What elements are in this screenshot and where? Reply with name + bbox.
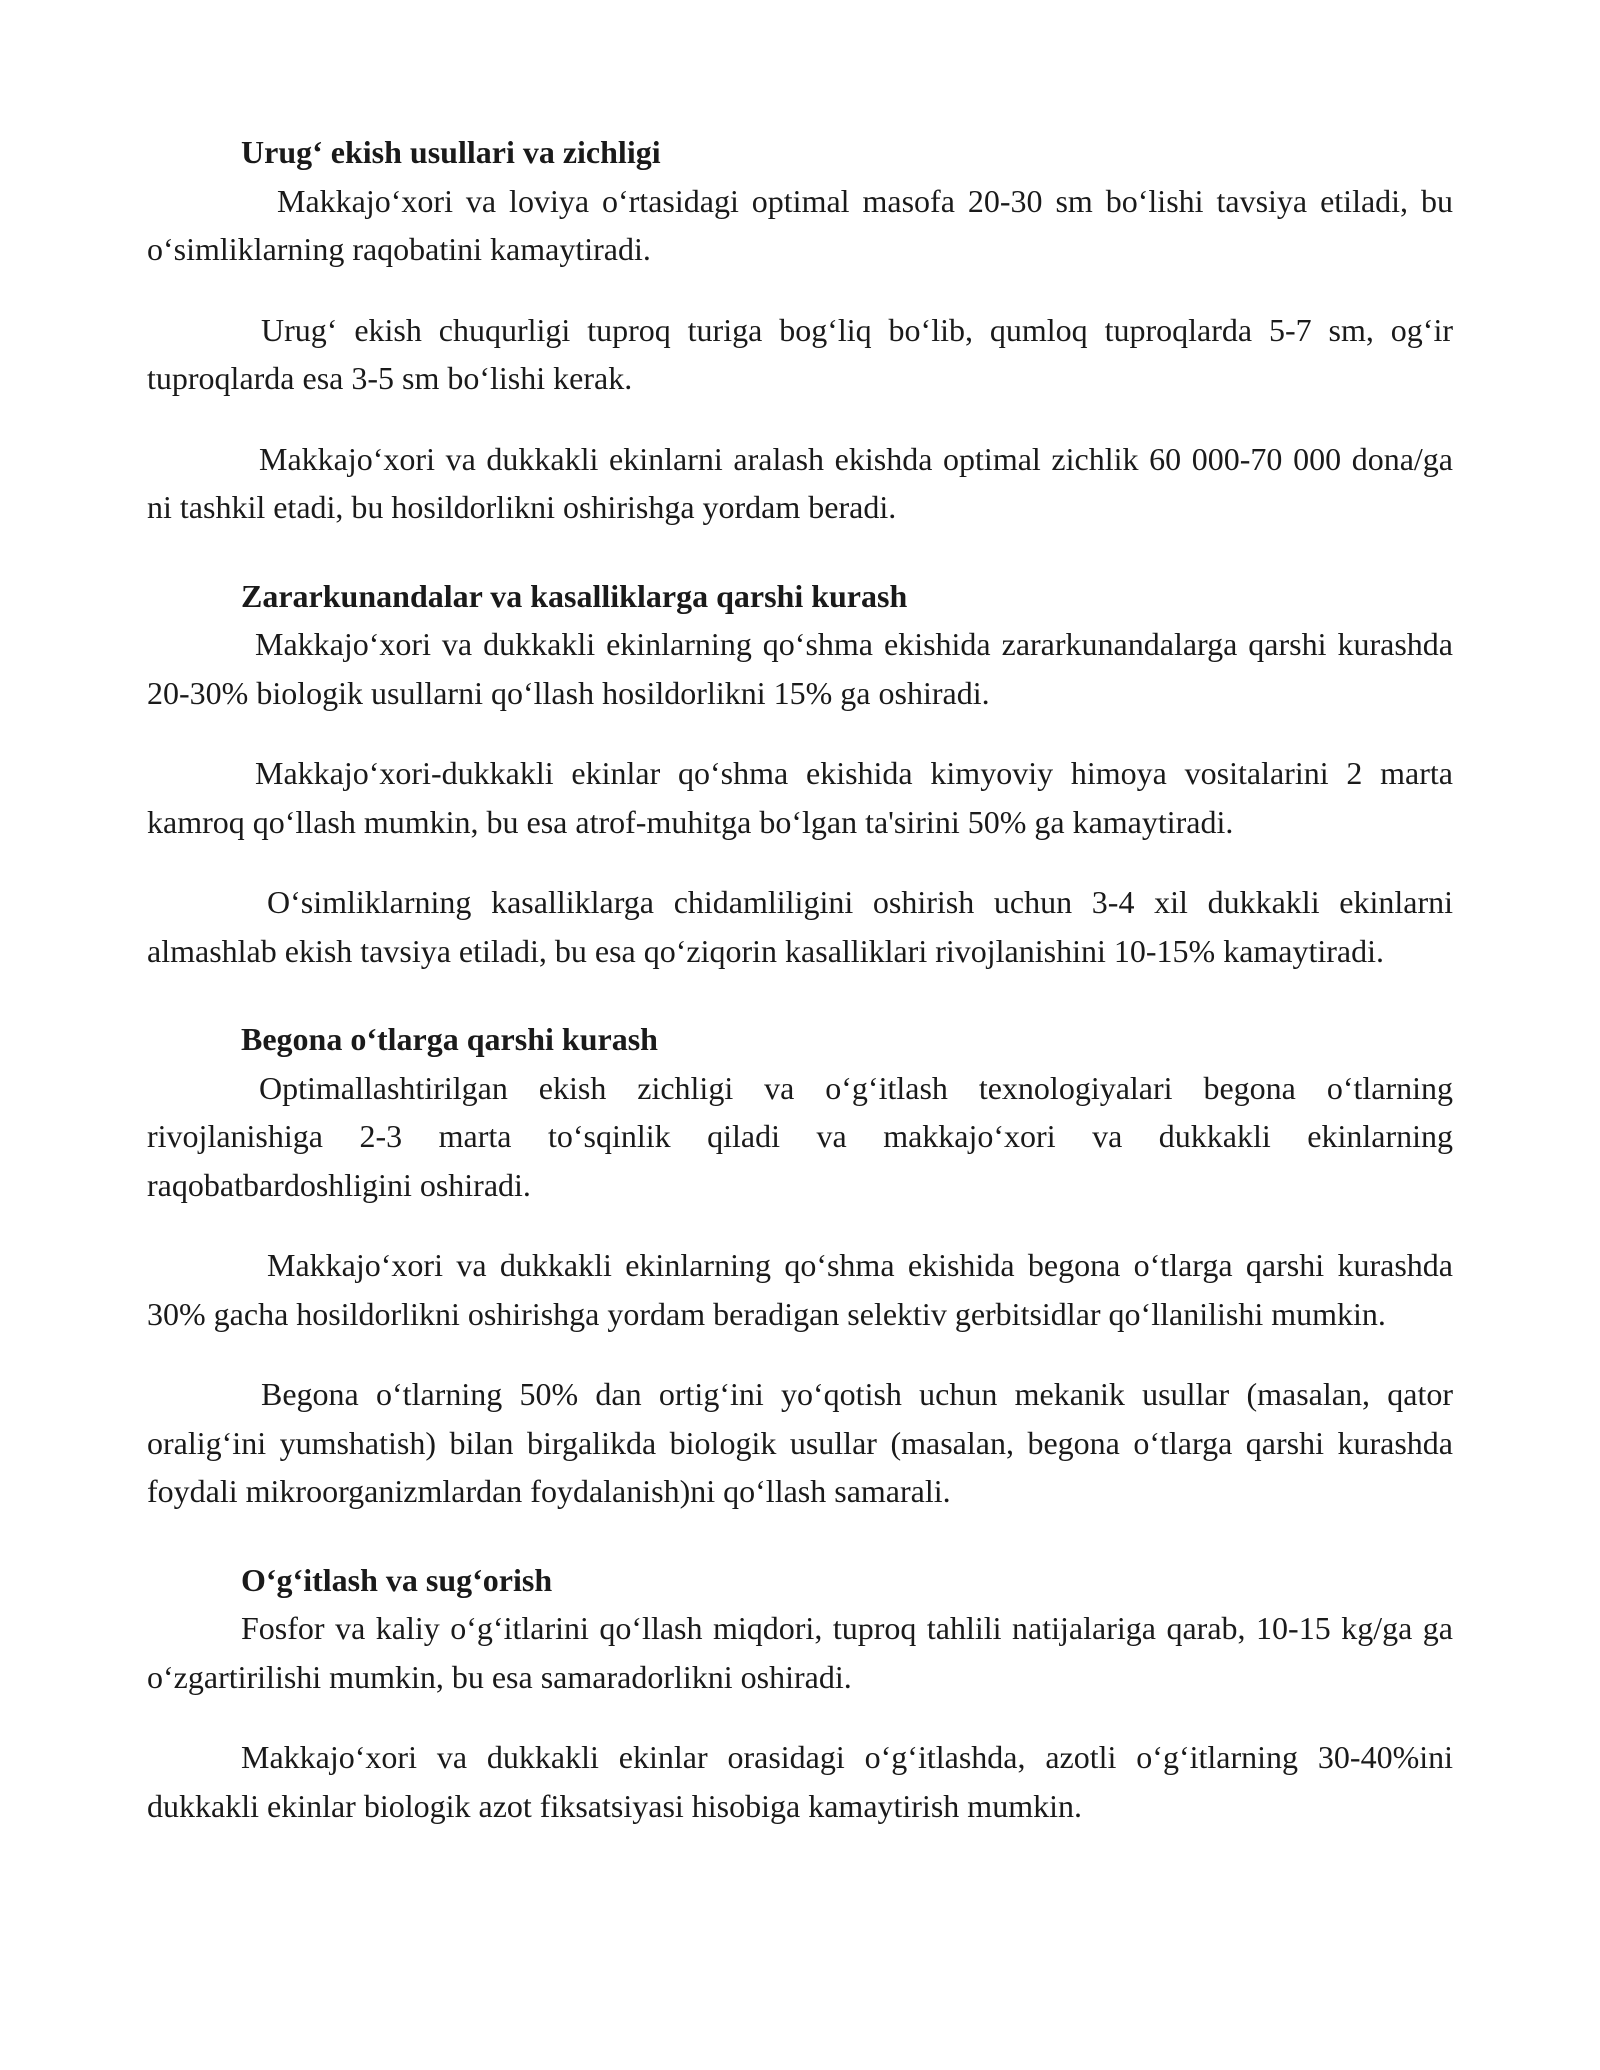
section-fertilizing-irrigation <box>147 1556 1453 1831</box>
paragraph: Oʻsimliklarning kasalliklarga chidamliligini oshirish uchun 3-4 xil dukkakli ekinlarni almashlab ekish tavsiya etiladi, bu esa qoʻziqorin kasalliklari rivojlanishini 10-15% kamaytiradi. <box>147 884 1453 969</box>
section-heading: Oʻgʻitlash va sugʻorish <box>241 1561 553 1598</box>
paragraph: Makkajoʻxori va dukkakli ekinlarni aralash ekishda optimal zichlik 60 000-70 000 dona/ga ni tashkil etadi, bu hosildorlikni oshirishga yordam beradi. <box>147 440 1453 525</box>
paragraph: Urugʻ ekish chuqurligi tuproq turiga bogʻliq boʻlib, qumloq tuproqlarda 5-7 sm, ogʻir tuproqlarda esa 3-5 sm boʻlishi kerak. <box>147 311 1453 396</box>
paragraph: Begona oʻtlarning 50% dan ortigʻini yoʻqotish uchun mekanik usullar (masalan, qator oraligʻini yumshatish) bilan birgalikda biologik usullar (masalan, begona oʻtlarga qarshi kurashda foydali mikroorganizmlardan foydalanish)ni qoʻllash samarali. <box>147 1376 1453 1509</box>
document-page <box>147 128 1453 1870</box>
paragraph: Makkajoʻxori va dukkakli ekinlar orasidagi oʻgʻitlashda, azotli oʻgʻitlarning 30-40%ini dukkakli ekinlar biologik azot fiksatsiyasi hisobiga kamaytirish mumkin. <box>147 1739 1453 1824</box>
section-weed-control <box>147 1015 1453 1516</box>
section-heading: Zararkunandalar va kasalliklarga qarshi kurash <box>241 577 908 614</box>
section-heading: Urugʻ ekish usullari va zichligi <box>241 134 661 170</box>
paragraph: Optimallashtirilgan ekish zichligi va oʻgʻitlash texnologiyalari begona oʻtlarning rivojlanishiga 2-3 marta toʻsqinlik qiladi va makkajoʻxori va dukkakli ekinlarning raqobatbardoshligini oshiradi. <box>147 1069 1453 1203</box>
paragraph: Makkajoʻxori va loviya oʻrtasidagi optimal masofa 20-30 sm boʻlishi tavsiya etiladi, bu oʻsimliklarning raqobatini kamaytiradi. <box>147 182 1453 267</box>
paragraph: Makkajoʻxori-dukkakli ekinlar qoʻshma ekishida kimyoviy himoya vositalarini 2 marta kamroq qoʻllash mumkin, bu esa atrof-muhitga boʻlgan ta'sirini 50% ga kamaytiradi. <box>147 755 1453 840</box>
section-pests-diseases <box>147 572 1453 976</box>
paragraph: Makkajoʻxori va dukkakli ekinlarning qoʻshma ekishida begona oʻtlarga qarshi kurashda 30% gacha hosildorlikni oshirishga yordam beradigan selektiv gerbitsidlar qoʻllanilishi mumkin. <box>147 1247 1453 1332</box>
section-seed-sowing <box>147 128 1453 532</box>
paragraph: Makkajoʻxori va dukkakli ekinlarning qoʻshma ekishida zararkunandalarga qarshi kurashda 20-30% biologik usullarni qoʻllash hosildorlikni 15% ga oshiradi. <box>147 626 1453 711</box>
paragraph: Fosfor va kaliy oʻgʻitlarini qoʻllash miqdori, tuproq tahlili natijalariga qarab, 10-15 kg/ga ga oʻzgartirilishi mumkin, bu esa samaradorlikni oshiradi. <box>147 1610 1453 1695</box>
section-heading: Begona oʻtlarga qarshi kurash <box>241 1021 658 1057</box>
